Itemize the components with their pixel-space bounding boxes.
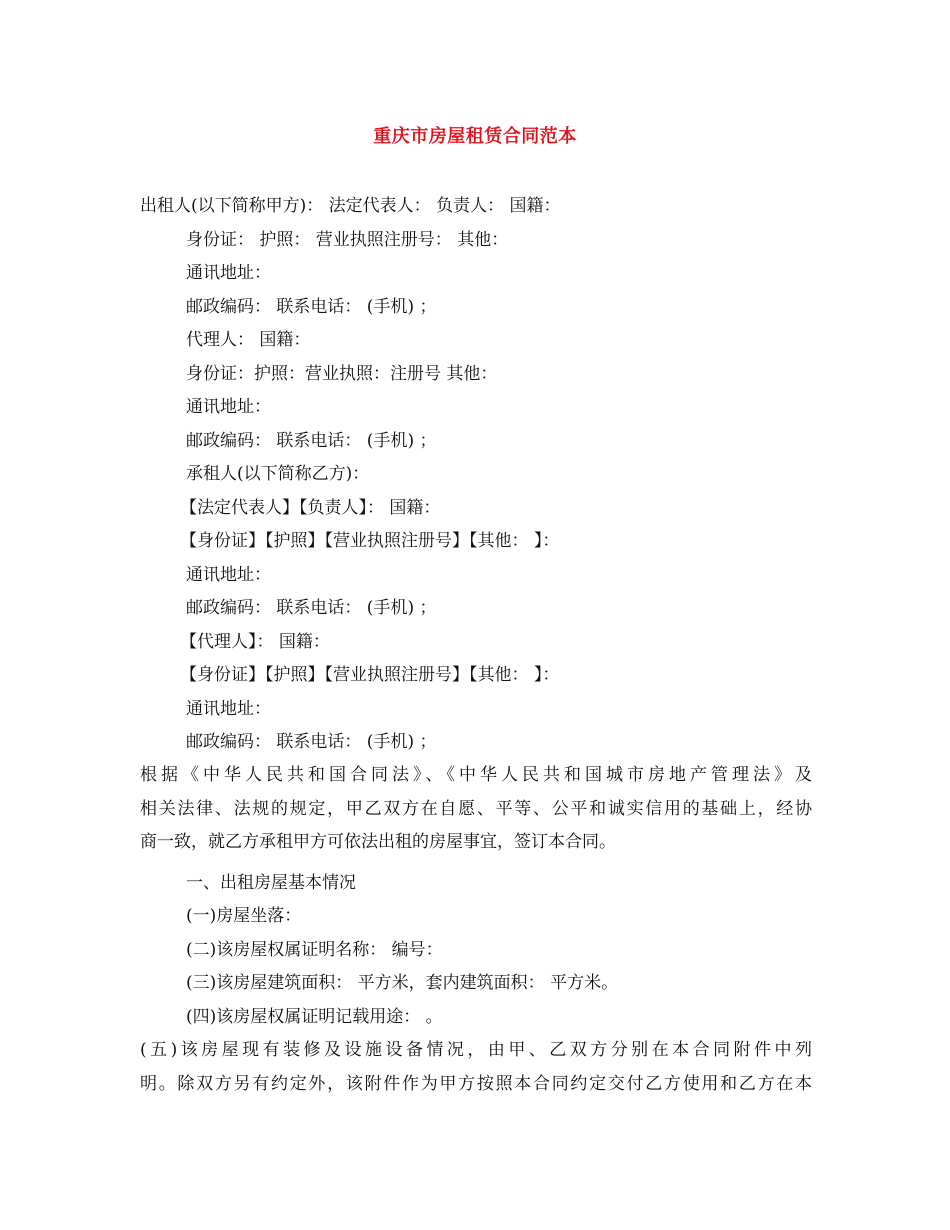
document-line: 通讯地址：	[186, 397, 271, 417]
document-line: 邮政编码： 联系电话： (手机) ；	[186, 297, 437, 317]
document-line: 身份证： 护照： 营业执照注册号： 其他：	[186, 230, 509, 250]
document-line: 身份证：护照：营业执照：注册号 其他：	[186, 364, 498, 384]
document-line: 【法定代表人】【负责人】： 国籍：	[180, 498, 441, 518]
document-line: 代理人： 国籍：	[186, 330, 311, 350]
lessee-line: 承租人(以下简称乙方)：	[186, 464, 370, 484]
document-line: 【代理人】： 国籍：	[180, 632, 330, 652]
paragraph-line: 明。除双方另有约定外，该附件作为甲方按照本合同约定交付乙方使用和乙方在本	[140, 1073, 812, 1094]
paragraph-legal-basis	[140, 759, 812, 860]
paragraph-line: 相关法律、法规的规定，甲乙双方在自愿、平等、公平和诚实信用的基础上，经协	[140, 798, 812, 819]
document-line: 通讯地址：	[186, 565, 271, 585]
document-line: 邮政编码： 联系电话： (手机) ；	[186, 431, 437, 451]
document-line: 通讯地址：	[186, 263, 271, 283]
paragraph-line: 商一致，就乙方承租甲方可依法出租的房屋事宜，签订本合同。	[140, 832, 616, 852]
document-line: 【身份证】【护照】【营业执照注册号】【其他： 】：	[180, 531, 560, 551]
lessor-line: 出租人(以下简称甲方)： 法定代表人： 负责人： 国籍：	[140, 196, 561, 216]
item-line: (四)该房屋权属证明记载用途： 。	[186, 1007, 443, 1027]
document-line: 邮政编码： 联系电话： (手机) ；	[186, 732, 437, 752]
document-line: 【身份证】【护照】【营业执照注册号】【其他： 】：	[180, 665, 560, 685]
paragraph-line: (五)该房屋现有装修及设施设备情况，由甲、乙双方分别在本合同附件中列	[140, 1040, 812, 1060]
paragraph-line: 根据《中华人民共和国合同法》、《中华人民共和国城市房地产管理法》及	[140, 765, 812, 785]
section-heading: 一、出租房屋基本情况	[186, 873, 356, 893]
document-line: 邮政编码： 联系电话： (手机) ；	[186, 598, 437, 618]
item-line: (一)房屋坐落：	[186, 906, 302, 926]
document-line: 通讯地址：	[186, 699, 271, 719]
document-title: 重庆市房屋租赁合同范本	[373, 126, 577, 147]
item-line: (二)该房屋权属证明名称： 编号：	[186, 940, 443, 960]
item-line: (三)该房屋建筑面积： 平方米，套内建筑面积： 平方米。	[186, 973, 619, 993]
paragraph-facilities	[140, 1034, 812, 1101]
